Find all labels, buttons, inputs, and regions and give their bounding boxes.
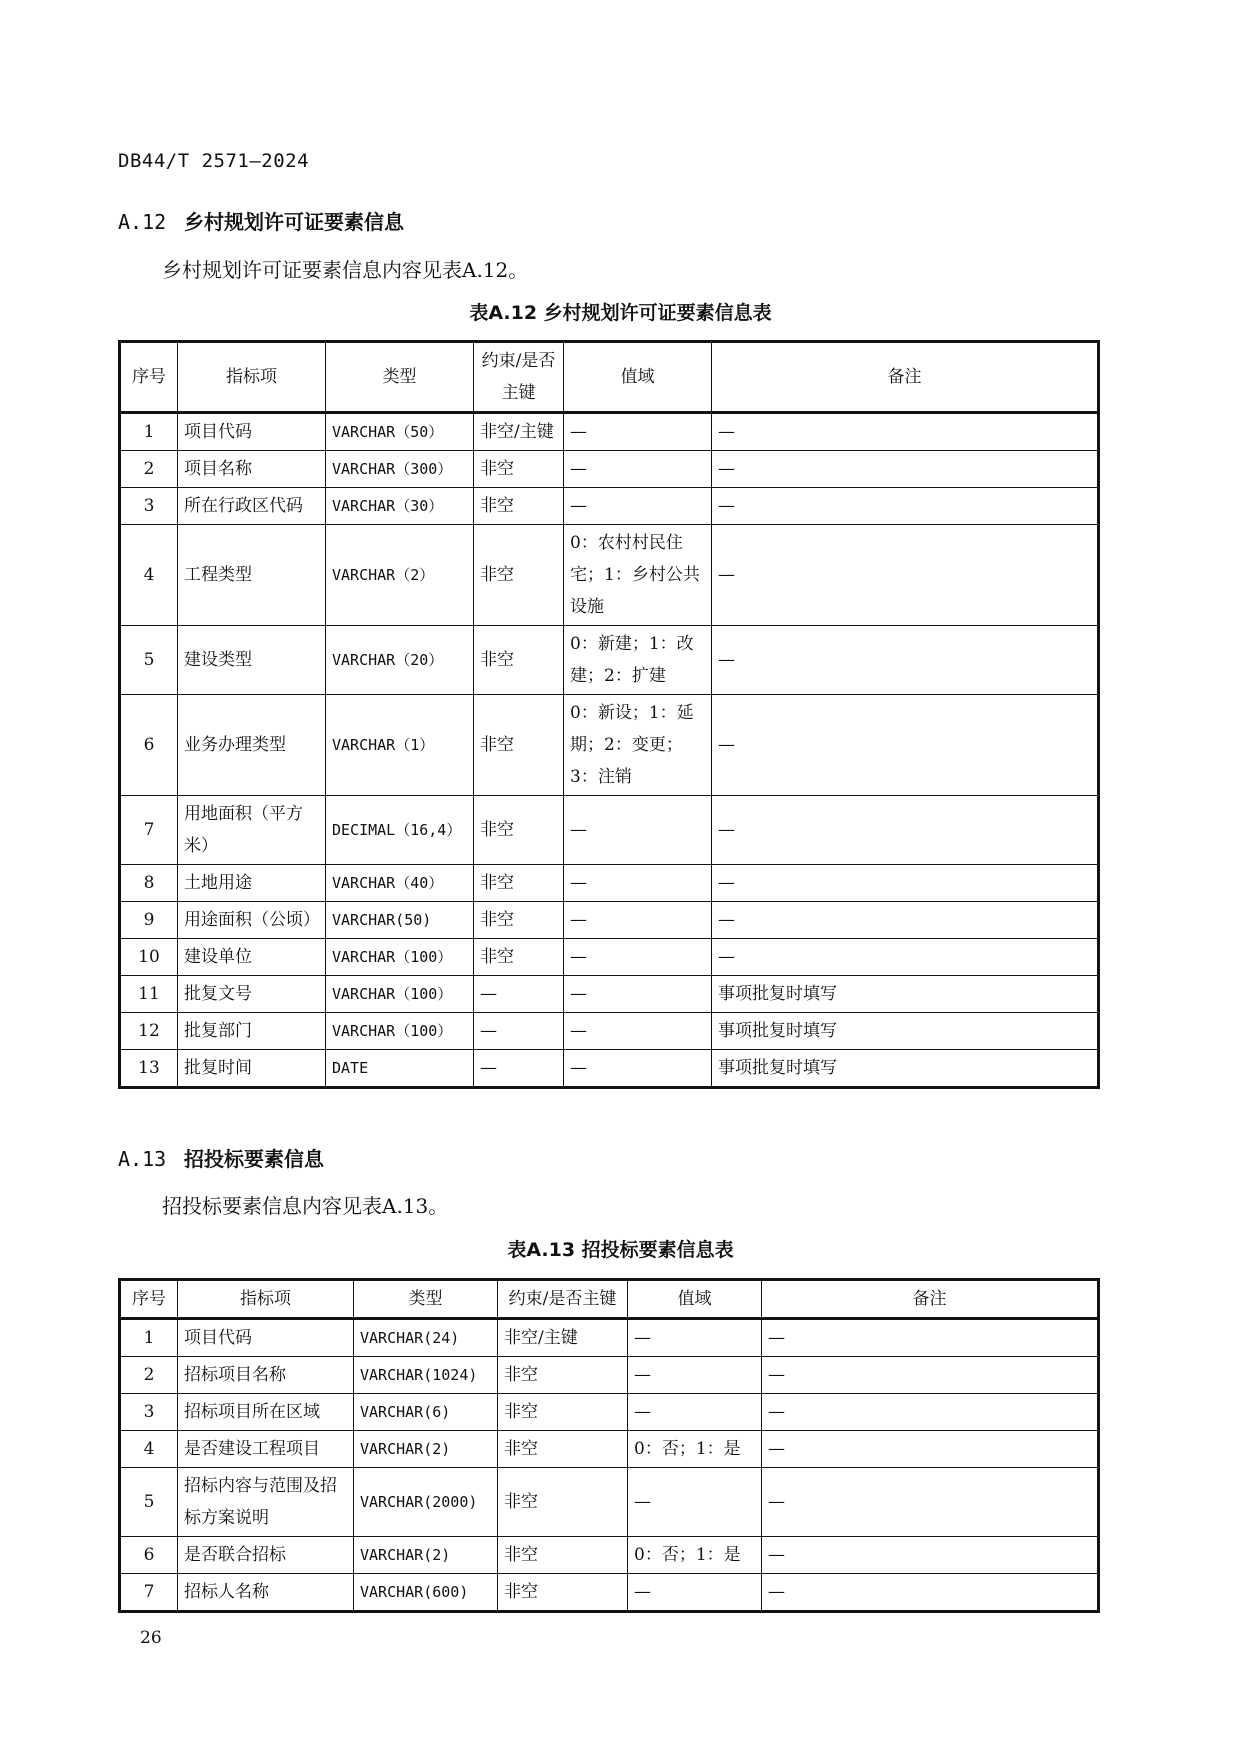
- section-number: A.13: [118, 1147, 167, 1171]
- table-cell: 批复时间: [178, 1050, 326, 1088]
- table-cell: 5: [120, 626, 178, 695]
- section-heading-a13: [118, 1143, 324, 1172]
- table-cell: 2: [120, 451, 178, 488]
- table-cell: 4: [120, 525, 178, 626]
- table-cell: —: [712, 865, 1099, 902]
- table-cell: 13: [120, 1050, 178, 1088]
- table-cell: 项目代码: [178, 1319, 354, 1357]
- column-header: 备注: [762, 1280, 1099, 1319]
- table-cell: 事项批复时填写: [712, 1013, 1099, 1050]
- table-cell: 7: [120, 1574, 178, 1612]
- table-cell: —: [564, 939, 712, 976]
- table-cell: —: [564, 902, 712, 939]
- table-cell: 0：新设；1：延期；2：变更；3：注销: [564, 695, 712, 796]
- table-cell: 非空: [474, 451, 564, 488]
- table-cell: —: [712, 902, 1099, 939]
- table-cell: VARCHAR（100）: [326, 1013, 474, 1050]
- table-cell: 0：否；1：是: [628, 1431, 762, 1468]
- table-cell: VARCHAR(2): [354, 1537, 498, 1574]
- table-cell: —: [762, 1574, 1099, 1612]
- table-row: [120, 1431, 1099, 1468]
- table-cell: 8: [120, 865, 178, 902]
- column-header: 值域: [564, 342, 712, 413]
- table-cell: DECIMAL（16,4）: [326, 796, 474, 865]
- table-cell: —: [712, 488, 1099, 525]
- table-cell: VARCHAR(2): [354, 1431, 498, 1468]
- table-cell: VARCHAR（20）: [326, 626, 474, 695]
- table-cell: —: [628, 1468, 762, 1537]
- table-cell: VARCHAR（300）: [326, 451, 474, 488]
- table-row: [120, 695, 1099, 796]
- section-intro-a13: 招投标要素信息内容见表A.13。: [162, 1194, 449, 1218]
- table-cell: —: [762, 1394, 1099, 1431]
- table-cell: —: [762, 1357, 1099, 1394]
- table-row: [120, 1319, 1099, 1357]
- table-cell: —: [564, 488, 712, 525]
- table-row: [120, 1013, 1099, 1050]
- table-cell: VARCHAR(1024): [354, 1357, 498, 1394]
- table-cell: 非空: [498, 1431, 628, 1468]
- table-cell: 用途面积（公顷）: [178, 902, 326, 939]
- table-cell: VARCHAR（40）: [326, 865, 474, 902]
- table-cell: —: [628, 1357, 762, 1394]
- table-cell: DATE: [326, 1050, 474, 1088]
- table-cell: 0：新建；1：改建；2：扩建: [564, 626, 712, 695]
- table-cell: 0：否；1：是: [628, 1537, 762, 1574]
- table-cell: —: [712, 796, 1099, 865]
- table-cell: 9: [120, 902, 178, 939]
- table-cell: 工程类型: [178, 525, 326, 626]
- page-number: 26: [140, 1628, 162, 1648]
- table-cell: 7: [120, 796, 178, 865]
- table-cell: 5: [120, 1468, 178, 1537]
- table-cell: VARCHAR（30）: [326, 488, 474, 525]
- table-row: [120, 976, 1099, 1013]
- column-header: 值域: [628, 1280, 762, 1319]
- table-cell: 事项批复时填写: [712, 976, 1099, 1013]
- table-cell: —: [564, 413, 712, 451]
- table-cell: 4: [120, 1431, 178, 1468]
- column-header: 约束/是否主键: [474, 342, 564, 413]
- table-cell: VARCHAR(2000): [354, 1468, 498, 1537]
- table-cell: 非空: [474, 488, 564, 525]
- table-header-row: [120, 1280, 1099, 1319]
- table-title-a13: 表A.13 招投标要素信息表: [507, 1239, 734, 1261]
- table-cell: 1: [120, 413, 178, 451]
- table-row: [120, 1468, 1099, 1537]
- table-cell: 非空: [474, 626, 564, 695]
- table-cell: —: [564, 976, 712, 1013]
- table-cell: —: [762, 1537, 1099, 1574]
- table-cell: —: [712, 626, 1099, 695]
- table-cell: 非空/主键: [474, 413, 564, 451]
- table-cell: VARCHAR（100）: [326, 939, 474, 976]
- table-header-row: [120, 342, 1099, 413]
- table-cell: —: [564, 1050, 712, 1088]
- table-row: [120, 488, 1099, 525]
- column-header: 序号: [120, 342, 178, 413]
- table-cell: 非空: [498, 1357, 628, 1394]
- column-header: 备注: [712, 342, 1099, 413]
- table-title-a12: 表A.12 乡村规划许可证要素信息表: [469, 302, 772, 324]
- table-cell: —: [712, 525, 1099, 626]
- table-row: [120, 413, 1099, 451]
- table-cell: 3: [120, 488, 178, 525]
- table-cell: 用地面积（平方米）: [178, 796, 326, 865]
- table-cell: 是否建设工程项目: [178, 1431, 354, 1468]
- table-cell: —: [564, 451, 712, 488]
- table-cell: 业务办理类型: [178, 695, 326, 796]
- table-cell: 招标项目名称: [178, 1357, 354, 1394]
- table-row: [120, 939, 1099, 976]
- table-row: [120, 902, 1099, 939]
- table-cell: 所在行政区代码: [178, 488, 326, 525]
- table-cell: 项目代码: [178, 413, 326, 451]
- table-cell: 批复部门: [178, 1013, 326, 1050]
- table-cell: 10: [120, 939, 178, 976]
- table-cell: VARCHAR（100）: [326, 976, 474, 1013]
- table-row: [120, 451, 1099, 488]
- table-cell: —: [712, 451, 1099, 488]
- table-cell: 1: [120, 1319, 178, 1357]
- table-cell: —: [628, 1574, 762, 1612]
- table-cell: VARCHAR（2）: [326, 525, 474, 626]
- table-cell: 建设类型: [178, 626, 326, 695]
- table-cell: VARCHAR(6): [354, 1394, 498, 1431]
- table-cell: 招标项目所在区域: [178, 1394, 354, 1431]
- column-header: 类型: [326, 342, 474, 413]
- table-row: [120, 1574, 1099, 1612]
- table-cell: 非空: [498, 1574, 628, 1612]
- table-cell: 土地用途: [178, 865, 326, 902]
- column-header: 类型: [354, 1280, 498, 1319]
- column-header: 约束/是否主键: [498, 1280, 628, 1319]
- table-cell: —: [628, 1394, 762, 1431]
- column-header: 指标项: [178, 1280, 354, 1319]
- table-cell: 非空: [498, 1468, 628, 1537]
- table-cell: —: [628, 1319, 762, 1357]
- table-a13: [118, 1278, 1100, 1613]
- table-cell: VARCHAR（50）: [326, 413, 474, 451]
- table-cell: —: [474, 1013, 564, 1050]
- table-cell: —: [762, 1431, 1099, 1468]
- table-cell: 招标内容与范围及招标方案说明: [178, 1468, 354, 1537]
- table-cell: —: [712, 695, 1099, 796]
- section-intro-a12: 乡村规划许可证要素信息内容见表A.12。: [162, 258, 529, 282]
- table-cell: —: [564, 1013, 712, 1050]
- table-cell: 招标人名称: [178, 1574, 354, 1612]
- table-cell: VARCHAR(24): [354, 1319, 498, 1357]
- table-cell: —: [564, 865, 712, 902]
- table-cell: VARCHAR(50): [326, 902, 474, 939]
- table-row: [120, 796, 1099, 865]
- table-cell: —: [564, 796, 712, 865]
- table-cell: 非空: [474, 525, 564, 626]
- table-row: [120, 1357, 1099, 1394]
- table-cell: —: [762, 1319, 1099, 1357]
- table-cell: 11: [120, 976, 178, 1013]
- table-cell: 非空: [474, 695, 564, 796]
- column-header: 序号: [120, 1280, 178, 1319]
- section-number: A.12: [118, 210, 167, 234]
- table-cell: 批复文号: [178, 976, 326, 1013]
- table-cell: 项目名称: [178, 451, 326, 488]
- table-cell: 非空: [498, 1537, 628, 1574]
- table-row: [120, 525, 1099, 626]
- table-cell: —: [712, 413, 1099, 451]
- table-cell: 6: [120, 1537, 178, 1574]
- table-cell: 非空: [474, 796, 564, 865]
- section-title: 招投标要素信息: [184, 1147, 324, 1171]
- table-row: [120, 1537, 1099, 1574]
- table-cell: VARCHAR（1）: [326, 695, 474, 796]
- document-code: DB44/T 2571—2024: [118, 150, 310, 172]
- table-cell: 事项批复时填写: [712, 1050, 1099, 1088]
- table-row: [120, 1050, 1099, 1088]
- table-cell: 非空: [474, 902, 564, 939]
- table-cell: 建设单位: [178, 939, 326, 976]
- table-cell: 2: [120, 1357, 178, 1394]
- table-cell: 非空/主键: [498, 1319, 628, 1357]
- table-cell: 是否联合招标: [178, 1537, 354, 1574]
- table-cell: —: [474, 976, 564, 1013]
- table-cell: —: [474, 1050, 564, 1088]
- section-title: 乡村规划许可证要素信息: [184, 210, 404, 234]
- table-row: [120, 626, 1099, 695]
- table-cell: —: [712, 939, 1099, 976]
- table-cell: —: [762, 1468, 1099, 1537]
- table-cell: 0：农村村民住宅；1：乡村公共设施: [564, 525, 712, 626]
- section-heading-a12: [118, 206, 404, 235]
- table-cell: 非空: [498, 1394, 628, 1431]
- table-row: [120, 865, 1099, 902]
- table-a12: [118, 340, 1100, 1089]
- table-cell: 非空: [474, 865, 564, 902]
- table-cell: 非空: [474, 939, 564, 976]
- table-cell: 6: [120, 695, 178, 796]
- table-cell: VARCHAR(600): [354, 1574, 498, 1612]
- column-header: 指标项: [178, 342, 326, 413]
- table-row: [120, 1394, 1099, 1431]
- table-cell: 3: [120, 1394, 178, 1431]
- table-cell: 12: [120, 1013, 178, 1050]
